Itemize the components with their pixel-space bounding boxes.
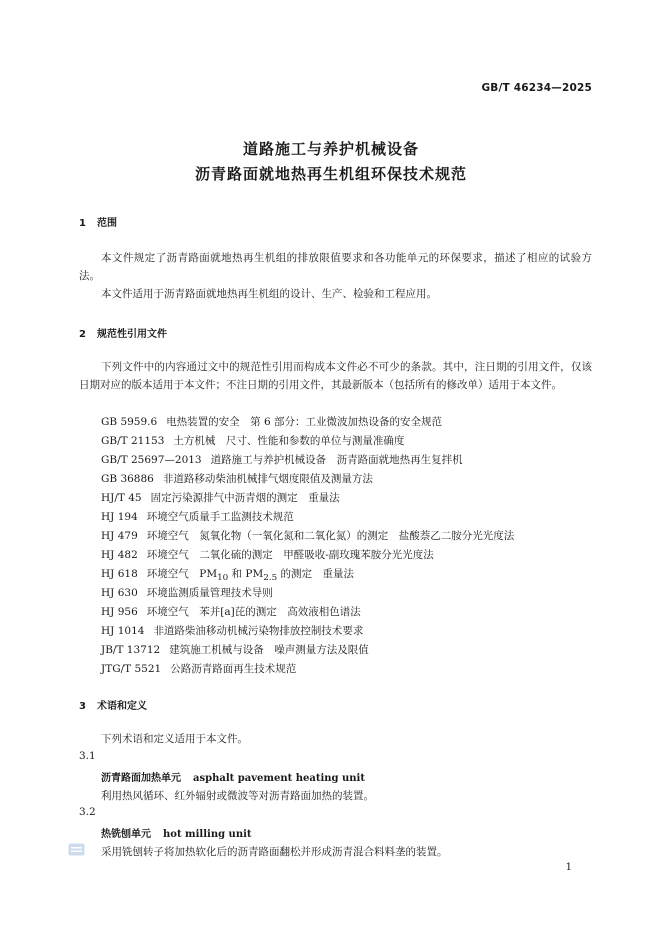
section-3-heading bbox=[79, 697, 147, 712]
section-2-intro: 下列文件中的内容通过文中的规范性引用而构成本文件必不可少的条款。其中，注日期的引用文件，仅该日期对应的版本适用于本文件；不注日期的引用文件，其最新版本（包括所有的修改单）适用于本文件。 bbox=[79, 361, 592, 391]
reference-title: 环境空气 氮氧化物（一氧化氮和二氧化氮）的测定 盐酸萘乙二胺分光光度法 bbox=[146, 530, 515, 542]
reference-title: 非道路移动柴油机械排气烟度限值及测量方法 bbox=[162, 473, 373, 485]
reference-title-part: 环境空气 PM bbox=[146, 568, 218, 580]
term-name-en: asphalt pavement heating unit bbox=[193, 773, 365, 784]
reference-item bbox=[101, 603, 514, 622]
reference-title: 非道路柴油移动机械污染物排放控制技术要求 bbox=[153, 625, 364, 637]
term-name bbox=[101, 825, 252, 840]
reference-title: 道路施工与养护机械设备 沥青路面就地热再生复拌机 bbox=[210, 454, 463, 466]
reference-title bbox=[146, 568, 354, 584]
reference-item bbox=[101, 432, 514, 451]
reference-title: 电热装置的安全 第 6 部分：工业微波加热设备的安全规范 bbox=[166, 416, 443, 428]
reference-item bbox=[101, 489, 514, 508]
section-title: 规范性引用文件 bbox=[97, 329, 167, 340]
reference-item bbox=[101, 584, 514, 603]
reference-code: HJ 956 bbox=[101, 606, 138, 618]
section-title: 术语和定义 bbox=[97, 701, 147, 712]
reference-code: HJ 630 bbox=[101, 587, 138, 599]
reference-title: 公路沥青路面再生技术规范 bbox=[170, 663, 297, 675]
reference-code: HJ 194 bbox=[101, 511, 138, 523]
standard-number: GB/T 46234—2025 bbox=[481, 82, 592, 94]
reference-title-part: 的测定 重量法 bbox=[277, 568, 354, 580]
reference-title: 环境空气质量手工监测技术规范 bbox=[146, 511, 294, 523]
reference-item bbox=[101, 413, 514, 432]
term-name-en: hot milling unit bbox=[163, 829, 252, 840]
document-title-line-1: 道路施工与养护机械设备 bbox=[242, 140, 419, 158]
term-name-zh: 热铣刨单元 bbox=[101, 829, 151, 840]
term-definition: 采用铣刨转子将加热软化后的沥青路面翻松并形成沥青混合料料垄的装置。 bbox=[101, 846, 448, 858]
reference-item bbox=[101, 451, 514, 470]
reference-code: GB/T 25697—2013 bbox=[101, 454, 202, 466]
reference-item bbox=[101, 660, 514, 679]
reference-title-part: 和 PM bbox=[228, 568, 264, 580]
reference-code: JTG/T 5521 bbox=[101, 663, 162, 675]
reference-item bbox=[101, 508, 514, 527]
reference-code: HJ 482 bbox=[101, 549, 138, 561]
reference-code: HJ 1014 bbox=[101, 625, 145, 637]
section-number: 2 bbox=[79, 329, 86, 340]
section-3-intro: 下列术语和定义适用于本文件。 bbox=[101, 733, 248, 745]
section-title: 范围 bbox=[97, 218, 117, 229]
reference-item bbox=[101, 470, 514, 489]
reference-item bbox=[101, 641, 514, 660]
reference-code: GB/T 21153 bbox=[101, 435, 165, 447]
reference-title: 环境空气 二氧化硫的测定 甲醛吸收-副玫瑰苯胺分光光度法 bbox=[146, 549, 434, 561]
reference-code: HJ 618 bbox=[101, 568, 138, 580]
reference-code: HJ 479 bbox=[101, 530, 138, 542]
reference-item bbox=[101, 527, 514, 546]
reference-title: 建筑施工机械与设备 噪声测量方法及限值 bbox=[169, 644, 369, 656]
reference-code: GB 5959.6 bbox=[101, 416, 158, 428]
document-title-line-2: 沥青路面就地热再生机组环保技术规范 bbox=[194, 165, 467, 183]
reference-title: 环境空气 苯并[a]芘的测定 高效液相色谱法 bbox=[146, 606, 361, 618]
term-number: 3.1 bbox=[79, 750, 96, 762]
section-1-heading bbox=[79, 214, 117, 229]
section-number: 1 bbox=[79, 218, 86, 229]
reference-item bbox=[101, 546, 514, 565]
section-1-paragraph-1: 本文件规定了沥青路面就地热再生机组的排放限值要求和各功能单元的环保要求，描述了相应的试验方法。 bbox=[79, 252, 592, 282]
reference-code: GB 36886 bbox=[101, 473, 154, 485]
reference-title: 环境监测质量管理技术导则 bbox=[146, 587, 273, 599]
term-name bbox=[101, 769, 365, 784]
reference-code: JB/T 13712 bbox=[101, 644, 161, 656]
section-2-heading bbox=[79, 325, 167, 340]
term-definition: 利用热风循环、红外辐射或微波等对沥青路面加热的装置。 bbox=[101, 790, 374, 802]
section-1-paragraph-2: 本文件适用于沥青路面就地热再生机组的设计、生产、检验和工程应用。 bbox=[101, 288, 437, 300]
page-number: 1 bbox=[565, 862, 572, 873]
reference-code: HJ/T 45 bbox=[101, 492, 142, 504]
reference-list bbox=[101, 413, 514, 679]
section-number: 3 bbox=[79, 701, 86, 712]
subscript: 10 bbox=[217, 573, 229, 584]
reference-item bbox=[101, 565, 514, 584]
subscript: 2.5 bbox=[263, 573, 278, 584]
reference-item bbox=[101, 622, 514, 641]
term-number: 3.2 bbox=[79, 806, 96, 818]
reference-title: 固定污染源排气中沥青烟的测定 重量法 bbox=[150, 492, 340, 504]
watermark-logo-icon bbox=[68, 843, 85, 856]
reference-title: 土方机械 尺寸、性能和参数的单位与测量准确度 bbox=[173, 435, 405, 447]
term-name-zh: 沥青路面加热单元 bbox=[101, 773, 181, 784]
